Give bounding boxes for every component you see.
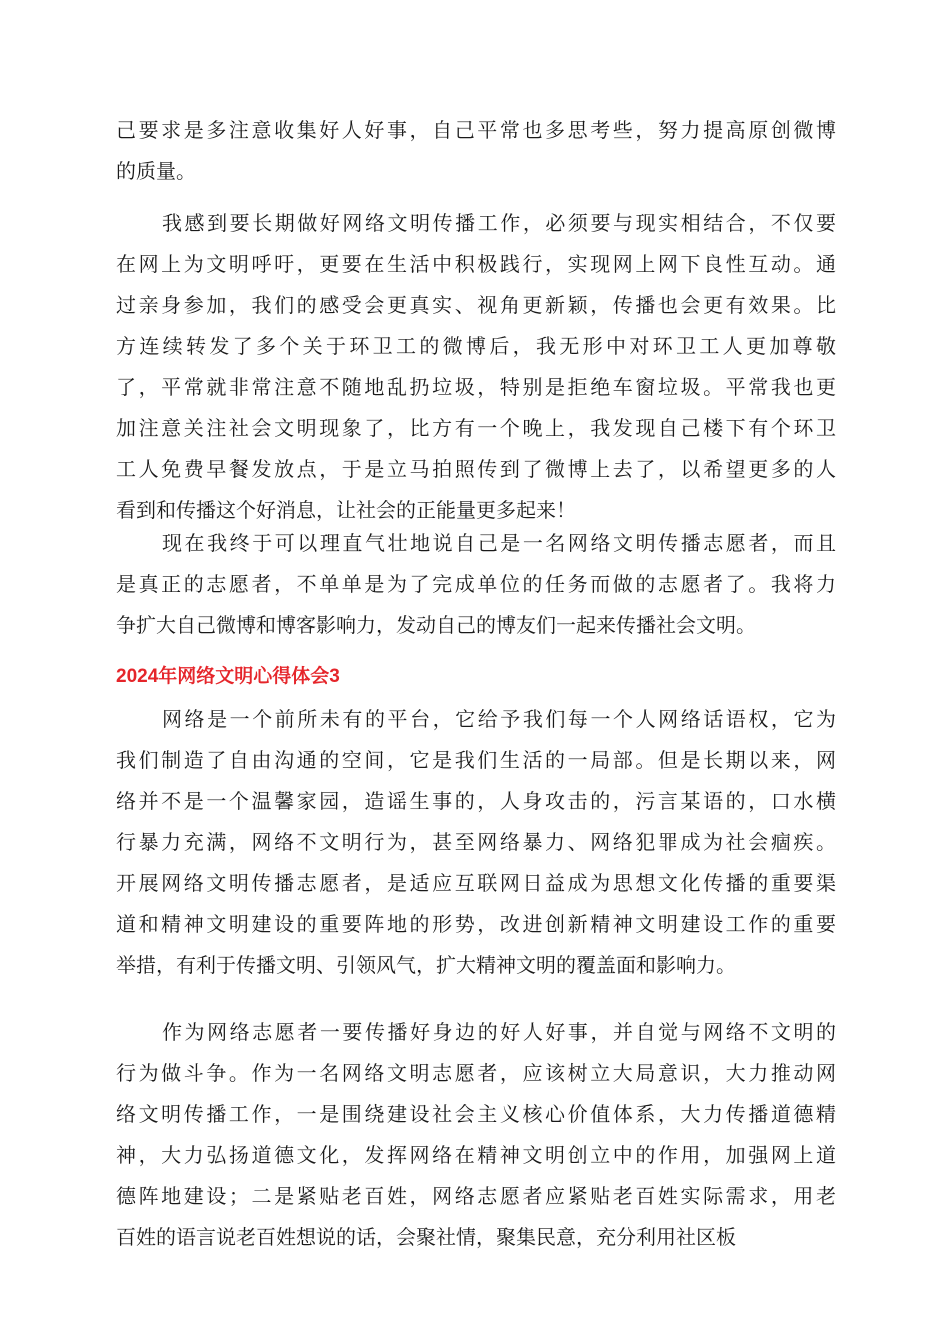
text-line: 网络是一个前所未有的平台，它给予我们每一个人网络话语权，它为 xyxy=(162,707,836,731)
text-line: 加注意关注社会文明现象了，比方有一个晚上，我发现自己楼下有个环卫 xyxy=(116,416,836,440)
text-line: 过亲身参加，我们的感受会更真实、视角更新颖，传播也会更有效果。比 xyxy=(116,293,836,317)
section-heading: 2024年网络文明心得体会3 xyxy=(116,666,340,687)
text-line: 我感到要长期做好网络文明传播工作，必须要与现实相结合，不仅要 xyxy=(162,211,836,235)
text-line: 络文明传播工作，一是围绕建设社会主义核心价值体系，大力传播道德精 xyxy=(116,1102,836,1126)
text-line: 我们制造了自由沟通的空间，它是我们生活的一局部。但是长期以来，网 xyxy=(116,748,836,772)
text-line: 现在我终于可以理直气壮地说自己是一名网络文明传播志愿者，而且 xyxy=(162,531,836,555)
text-line: 道和精神文明建设的重要阵地的形势，改进创新精神文明建设工作的重要 xyxy=(116,912,836,936)
text-line: 看到和传播这个好消息，让社会的正能量更多起来！ xyxy=(116,498,576,522)
text-line: 举措，有利于传播文明、引领风气，扩大精神文明的覆盖面和影响力。 xyxy=(116,953,736,977)
text-line: 开展网络文明传播志愿者，是适应互联网日益成为思想文化传播的重要渠 xyxy=(116,871,836,895)
text-line: 作为网络志愿者一要传播好身边的好人好事，并自觉与网络不文明的 xyxy=(162,1020,836,1044)
text-line: 德阵地建设；二是紧贴老百姓，网络志愿者应紧贴老百姓实际需求，用老 xyxy=(116,1184,836,1208)
text-line: 行暴力充满，网络不文明行为，甚至网络暴力、网络犯罪成为社会痼疾。 xyxy=(116,830,836,854)
text-line: 是真正的志愿者，不单单是为了完成单位的任务而做的志愿者了。我将力 xyxy=(116,572,836,596)
text-line: 百姓的语言说老百姓想说的话，会聚社情，聚集民意，充分利用社区板 xyxy=(116,1225,736,1249)
text-line: 方连续转发了多个关于环卫工的微博后，我无形中对环卫工人更加尊敬 xyxy=(116,334,836,358)
text-line: 争扩大自己微博和博客影响力，发动自己的博友们一起来传播社会文明。 xyxy=(116,613,756,637)
text-line: 行为做斗争。作为一名网络文明志愿者，应该树立大局意识，大力推动网 xyxy=(116,1061,836,1085)
text-line: 己要求是多注意收集好人好事，自己平常也多思考些，努力提高原创微博 xyxy=(116,118,836,142)
text-line: 在网上为文明呼吁，更要在生活中积极践行，实现网上网下良性互动。通 xyxy=(116,252,836,276)
text-line: 工人免费早餐发放点，于是立马拍照传到了微博上去了，以希望更多的人 xyxy=(116,457,836,481)
text-line: 的质量。 xyxy=(116,159,196,183)
text-line: 络并不是一个温馨家园，造谣生事的，人身攻击的，污言某语的，口水横 xyxy=(116,789,836,813)
text-line: 神，大力弘扬道德文化，发挥网络在精神文明创立中的作用，加强网上道 xyxy=(116,1143,836,1167)
text-line: 了，平常就非常注意不随地乱扔垃圾，特别是拒绝车窗垃圾。平常我也更 xyxy=(116,375,836,399)
